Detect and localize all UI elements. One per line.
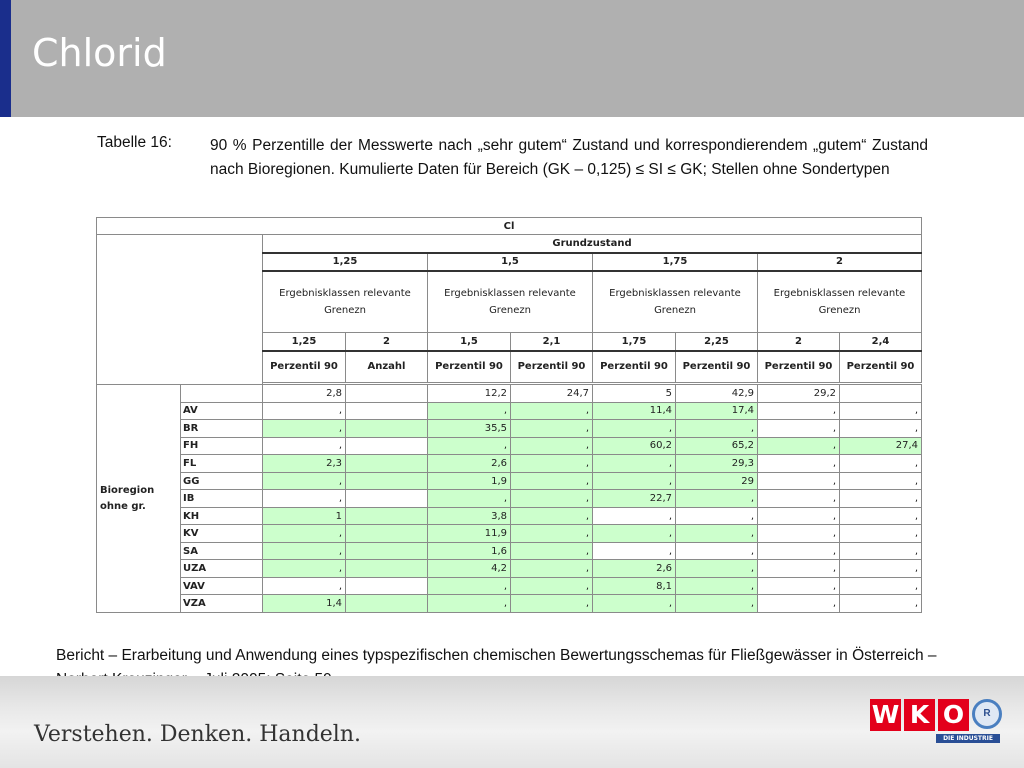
table-cell: , (758, 577, 840, 595)
table-cell: 2,6 (428, 455, 511, 473)
wko-logo (870, 699, 1000, 747)
table-cell: , (758, 437, 840, 455)
table-cell: , (593, 542, 676, 560)
table-cell: , (593, 420, 676, 438)
table-cell: , (676, 525, 758, 543)
ergebnisklassen-header: Ergebnisklassen relevante Grenezn (593, 271, 758, 333)
table-cell: 1,9 (428, 472, 511, 490)
table-cell (346, 577, 428, 595)
ergebnisklassen-header: Ergebnisklassen relevante Grenezn (428, 271, 593, 333)
table-cell: 29,2 (758, 385, 840, 403)
table-cell: , (428, 490, 511, 508)
table-cell: , (676, 577, 758, 595)
table-cell (346, 542, 428, 560)
table-cell: , (511, 420, 593, 438)
table-cell: , (263, 525, 346, 543)
parameter-header: Cl (97, 218, 922, 235)
table-row (97, 560, 922, 578)
table-body (97, 385, 922, 613)
value-type-header: Perzentil 90 (758, 351, 840, 383)
table-cell: , (593, 525, 676, 543)
table-cell: 29,3 (676, 455, 758, 473)
slide-title: Chlorid (32, 31, 167, 75)
table-cell: , (758, 507, 840, 525)
table-cell: , (593, 455, 676, 473)
table-cell: , (676, 507, 758, 525)
table-cell: , (511, 525, 593, 543)
table-row (97, 525, 922, 543)
table-cell (346, 437, 428, 455)
table-cell (346, 507, 428, 525)
sub-value-header: 2,1 (511, 333, 593, 351)
table-cell: , (676, 560, 758, 578)
table-cell (840, 385, 922, 403)
table-cell: , (758, 560, 840, 578)
table-cell: 42,9 (676, 385, 758, 403)
table-cell: 3,8 (428, 507, 511, 525)
row-label: VAV (181, 577, 263, 595)
sub-value-header: 2,4 (840, 333, 922, 351)
table-cell: , (840, 472, 922, 490)
gk-group-header: 1,75 (593, 253, 758, 271)
table-cell: , (840, 595, 922, 613)
grundzustand-header: Grundzustand (263, 235, 922, 253)
table-cell: 8,1 (593, 577, 676, 595)
header-accent-bar (0, 0, 11, 117)
table-cell: , (428, 577, 511, 595)
table-cell: 1,4 (263, 595, 346, 613)
row-label: VZA (181, 595, 263, 613)
row-label: GG (181, 472, 263, 490)
table-cell: 60,2 (593, 437, 676, 455)
table-cell (346, 560, 428, 578)
corner-cell (97, 235, 263, 385)
row-label-empty (181, 385, 263, 403)
table-cell: , (263, 560, 346, 578)
table-row (97, 437, 922, 455)
table-cell: , (840, 560, 922, 578)
table-cell: 22,7 (593, 490, 676, 508)
table-cell: 17,4 (676, 402, 758, 420)
table-cell: , (511, 437, 593, 455)
table-row (97, 472, 922, 490)
table-cell: 27,4 (840, 437, 922, 455)
table-cell: 11,4 (593, 402, 676, 420)
table-cell: 1 (263, 507, 346, 525)
logo-letter: W (871, 700, 900, 729)
table-cell: 5 (593, 385, 676, 403)
table-cell: , (511, 455, 593, 473)
table-cell: , (758, 542, 840, 560)
table-cell: , (840, 455, 922, 473)
table-caption-label: Tabelle 16: (97, 134, 172, 151)
table-cell: , (593, 472, 676, 490)
ergebnisklassen-header: Ergebnisklassen relevante Grenezn (263, 271, 428, 333)
table-cell: , (511, 560, 593, 578)
table-row (97, 455, 922, 473)
logo-letter: O (938, 699, 969, 731)
table-cell: , (428, 437, 511, 455)
value-type-header: Perzentil 90 (593, 351, 676, 383)
table-cell: , (676, 490, 758, 508)
sub-value-header: 1,5 (428, 333, 511, 351)
table-cell: , (758, 455, 840, 473)
value-type-header: Anzahl (346, 351, 428, 383)
region-group-label: Bioregion ohne gr. (97, 385, 181, 613)
row-label: AV (181, 402, 263, 420)
gk-group-header: 2 (758, 253, 922, 271)
table-cell: 1,6 (428, 542, 511, 560)
table-cell (346, 385, 428, 403)
table-row (97, 595, 922, 613)
table-cell: , (511, 490, 593, 508)
row-label: IB (181, 490, 263, 508)
sub-value-header: 1,25 (263, 333, 346, 351)
table-cell: , (428, 595, 511, 613)
table-cell: 12,2 (428, 385, 511, 403)
table-cell: , (840, 402, 922, 420)
table-cell (346, 420, 428, 438)
row-label: FH (181, 437, 263, 455)
logo-subtitle: DIE INDUSTRIE (936, 734, 1000, 743)
row-label: KV (181, 525, 263, 543)
table-row-total (97, 385, 922, 403)
value-type-header: Perzentil 90 (676, 351, 758, 383)
table-cell (346, 595, 428, 613)
table-cell: , (758, 402, 840, 420)
table-cell: , (593, 595, 676, 613)
table-cell: , (758, 490, 840, 508)
table-cell: , (263, 402, 346, 420)
row-label: FL (181, 455, 263, 473)
table-cell: 11,9 (428, 525, 511, 543)
row-label: BR (181, 420, 263, 438)
ergebnisklassen-header: Ergebnisklassen relevante Grenezn (758, 271, 922, 333)
table-row (97, 402, 922, 420)
table-row (97, 420, 922, 438)
logo-letter: K (904, 699, 935, 731)
table-row (97, 542, 922, 560)
table-cell: , (511, 542, 593, 560)
value-type-header: Perzentil 90 (263, 351, 346, 383)
sub-value-header: 2,25 (676, 333, 758, 351)
table-cell: 2,6 (593, 560, 676, 578)
table-cell: , (511, 577, 593, 595)
table-cell: 65,2 (676, 437, 758, 455)
table-cell (346, 490, 428, 508)
table-row (97, 577, 922, 595)
table-cell: , (263, 490, 346, 508)
table-cell: , (840, 507, 922, 525)
table-cell: , (840, 490, 922, 508)
value-type-header: Perzentil 90 (840, 351, 922, 383)
gk-group-header: 1,5 (428, 253, 593, 271)
table-cell: , (428, 402, 511, 420)
value-type-header: Perzentil 90 (428, 351, 511, 383)
gk-group-header: 1,25 (263, 253, 428, 271)
table-cell (346, 402, 428, 420)
table-cell: , (676, 420, 758, 438)
table-cell: 4,2 (428, 560, 511, 578)
table-cell: , (840, 542, 922, 560)
table-cell (346, 525, 428, 543)
row-label: SA (181, 542, 263, 560)
value-type-header: Perzentil 90 (511, 351, 593, 383)
table-cell: , (840, 525, 922, 543)
registered-badge-icon: R (972, 699, 1002, 729)
table-cell: , (511, 472, 593, 490)
table-cell: , (511, 507, 593, 525)
table-cell: , (263, 437, 346, 455)
table-cell: , (511, 595, 593, 613)
table-cell: , (758, 472, 840, 490)
table-cell: , (511, 402, 593, 420)
table-cell: 35,5 (428, 420, 511, 438)
table-caption-text: 90 % Perzentille der Messwerte nach „sehr gutem“ Zustand und korrespondierendem „gutem“ Zustand nach Bioregionen. Kumulierte Daten für Bereich (GK – 0,125) ≤ SI ≤ GK; Stellen ohne Sondertypen (210, 137, 928, 178)
table-cell: , (758, 525, 840, 543)
table-cell: 2,3 (263, 455, 346, 473)
sub-value-header: 2 (758, 333, 840, 351)
table-cell: , (263, 472, 346, 490)
table-cell: , (676, 595, 758, 613)
table-cell: , (758, 595, 840, 613)
table-cell (346, 472, 428, 490)
table-cell: , (263, 577, 346, 595)
table-cell: , (676, 542, 758, 560)
sub-value-header: 1,75 (593, 333, 676, 351)
table-cell: 29 (676, 472, 758, 490)
table-cell: , (263, 542, 346, 560)
table-cell: , (840, 577, 922, 595)
sub-value-header: 2 (346, 333, 428, 351)
row-label: KH (181, 507, 263, 525)
table-cell (346, 455, 428, 473)
table-cell: 2,8 (263, 385, 346, 403)
table-row (97, 490, 922, 508)
row-label: UZA (181, 560, 263, 578)
table-cell: , (758, 420, 840, 438)
chlorid-table (96, 217, 922, 613)
table-cell: 24,7 (511, 385, 593, 403)
source-citation: Bericht – Erarbeitung und Anwendung eines typspezifischen chemischen Bewertungsschemas für Fließgewässer in Österreich – (56, 647, 937, 664)
table-cell: , (593, 507, 676, 525)
table-cell: , (263, 420, 346, 438)
table-row (97, 507, 922, 525)
table-cell: , (840, 420, 922, 438)
footer-slogan: Verstehen. Denken. Handeln. (34, 722, 362, 747)
